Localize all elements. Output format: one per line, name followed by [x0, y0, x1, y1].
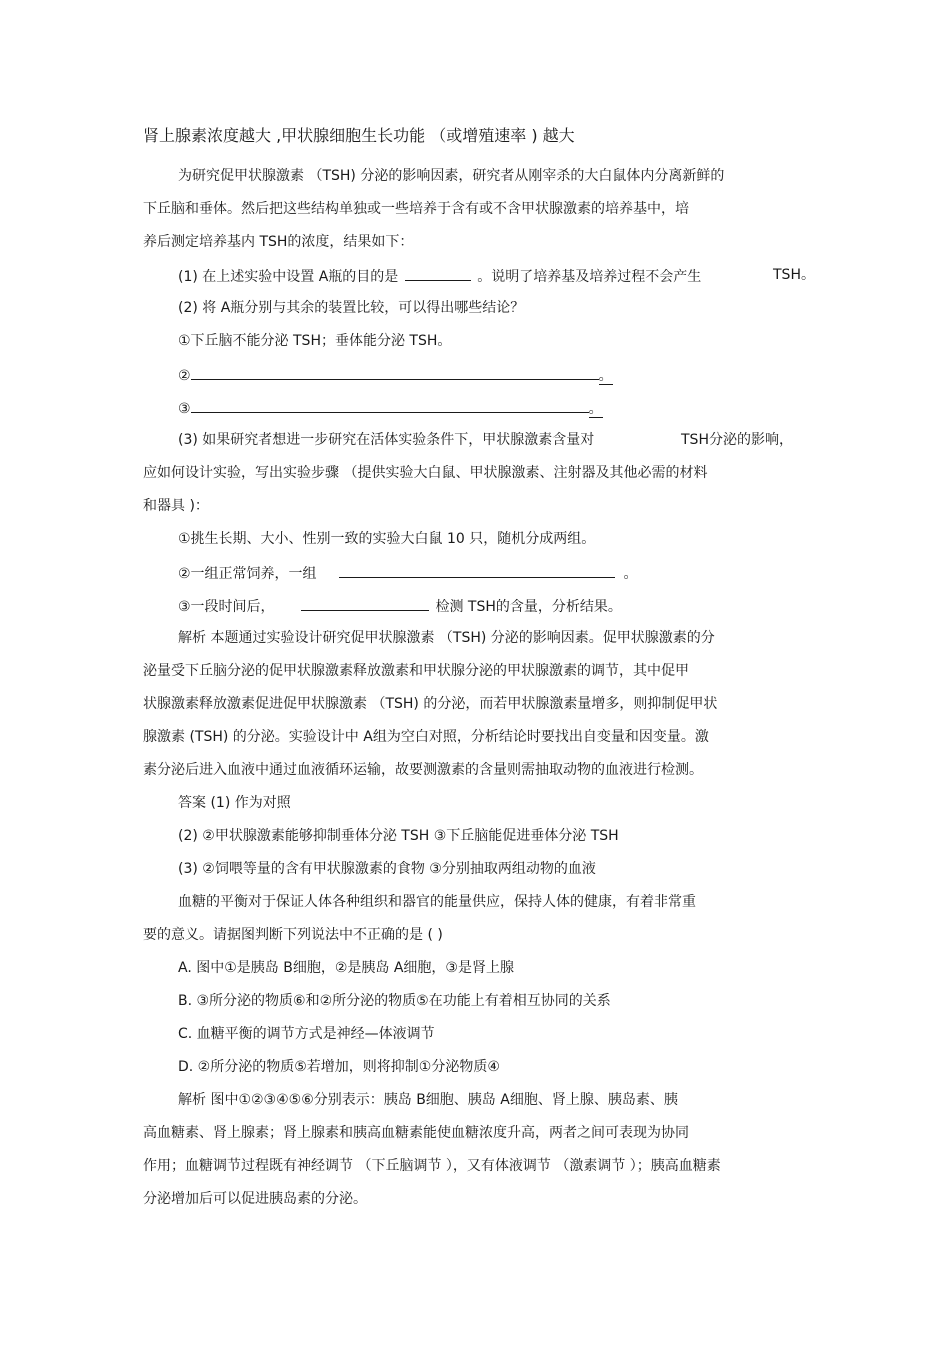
q1-part1: [178, 266, 701, 286]
q1-conclusion-3-blank[interactable]: [191, 398, 589, 413]
q1-part1-text-b: 。说明了培养基及培养过程不会产生: [477, 269, 702, 285]
q2-analysis-line-2: 高血糖素、肾上腺素；肾上腺素和胰高血糖素能使血糖浓度升高，两者之间可表现为协同: [143, 1125, 689, 1141]
q1-conclusion-1: ①下丘脑不能分泌 TSH；垂体能分泌 TSH。: [178, 333, 452, 349]
q1-step-3-text-b: 检测 TSH的含量，分析结果。: [435, 599, 622, 615]
q2-analysis-line-3: 作用；血糖调节过程既有神经调节 （下丘脑调节 ），又有体液调节 （激素调节 ）；胰高血糖素: [143, 1158, 721, 1174]
q1-step-3: [178, 596, 622, 616]
q1-analysis-line-2: 泌量受下丘脑分泌的促甲状腺激素释放激素和甲状腺分泌的甲状腺激素的调节，其中促甲: [143, 663, 689, 679]
q1-answer-1: 答案 (1) 作为对照: [178, 795, 291, 811]
q1-step-2-blank[interactable]: [339, 563, 615, 578]
q1-step-3-blank[interactable]: [301, 596, 429, 611]
q1-step-3-text-a: ③一段时间后，: [178, 599, 275, 615]
q1-part2: (2) 将 A瓶分别与其余的装置比较，可以得出哪些结论？: [178, 300, 525, 316]
q1-conclusion-2-blank[interactable]: [191, 365, 599, 380]
q1-conclusion-3-period: 。: [588, 401, 603, 417]
q1-analysis-line-1: 解析 本题通过实验设计研究促甲状腺激素 （TSH) 分泌的影响因素。促甲状腺激素的分: [178, 630, 715, 646]
q1-conclusion-3-marker: ③: [178, 401, 191, 417]
q1-step-2-text: ②一组正常饲养，一组: [178, 566, 317, 582]
q1-conclusion-2-period: 。: [598, 368, 613, 384]
q1-answer-3: (3) ②饲喂等量的含有甲状腺激素的食物 ③分别抽取两组动物的血液: [178, 861, 596, 877]
q1-answer-2: (2) ②甲状腺激素能够抑制垂体分泌 TSH ③下丘脑能促进垂体分泌 TSH: [178, 828, 619, 844]
q1-analysis-line-5: 素分泌后进入血液中通过血液循环运输，故要测激素的含量则需抽取动物的血液进行检测。: [143, 762, 703, 778]
q2-option-d: D. ②所分泌的物质⑤若增加，则将抑制①分泌物质④: [178, 1059, 500, 1075]
q1-part3-line-1: (3) 如果研究者想进一步研究在活体实验条件下，甲状腺激素含量对: [178, 432, 595, 448]
q1-step-2-period: 。: [623, 566, 638, 582]
q2-stem-line-2: 要的意义。请据图判断下列说法中不正确的是 ( ): [143, 927, 443, 943]
q2-analysis-line-4: 分泌增加后可以促进胰岛素的分泌。: [143, 1191, 367, 1207]
q1-part1-text-a: (1) 在上述实验中设置 A瓶的目的是: [178, 269, 399, 285]
q1-part1-tsh: TSH。: [773, 267, 815, 283]
q1-analysis-line-4: 腺激素 (TSH) 的分泌。实验设计中 A组为空白对照，分析结论时要找出自变量和因变量。激: [143, 729, 709, 745]
q1-part3-line-2: 应如何设计实验，写出实验步骤 （提供实验大白鼠、甲状腺激素、注射器及其他必需的材料: [143, 465, 708, 481]
q2-analysis-line-1: 解析 图中①②③④⑤⑥分别表示：胰岛 B细胞、胰岛 A细胞、肾上腺、胰岛素、胰: [178, 1092, 678, 1108]
q2-stem-line-1: 血糖的平衡对于保证人体各种组织和器官的能量供应，保持人体的健康，有着非常重: [178, 894, 696, 910]
q1-analysis-line-3: 状腺激素释放激素促进促甲状腺激素 （TSH) 的分泌，而若甲状腺激素量增多，则抑制促甲状: [143, 696, 718, 712]
page-title: 肾上腺素浓度越大 ,甲状腺细胞生长功能 （或增殖速率 ) 越大: [143, 126, 575, 145]
q1-step-1: ①挑生长期、大小、性别一致的实验大白鼠 10 只，随机分成两组。: [178, 531, 596, 547]
q1-part1-answer-blank[interactable]: [405, 266, 471, 281]
q1-conclusion-2: [178, 365, 613, 385]
q2-option-b: B. ③所分泌的物质⑥和②所分泌的物质⑤在功能上有着相互协同的关系: [178, 993, 611, 1009]
q1-intro-line-1: 为研究促甲状腺激素 （TSH) 分泌的影响因素，研究者从刚宰杀的大白鼠体内分离新鲜的: [178, 168, 725, 184]
q1-intro-line-2: 下丘脑和垂体。然后把这些结构单独或一些培养于含有或不含甲状腺激素的培养基中，培: [143, 201, 689, 217]
q1-part3-line-3: 和器具 )：: [143, 498, 209, 514]
q1-step-2: [178, 563, 637, 583]
q2-option-c: C. 血糖平衡的调节方式是神经—体液调节: [178, 1026, 435, 1042]
q2-option-a: A. 图中①是胰岛 B细胞，②是胰岛 A细胞，③是肾上腺: [178, 960, 514, 976]
q1-part3-line-1-tail: TSH分泌的影响，: [681, 432, 793, 448]
q1-intro-line-3: 养后测定培养基内 TSH的浓度，结果如下：: [143, 234, 414, 250]
q1-conclusion-2-marker: ②: [178, 368, 191, 384]
q1-conclusion-3: [178, 398, 603, 418]
